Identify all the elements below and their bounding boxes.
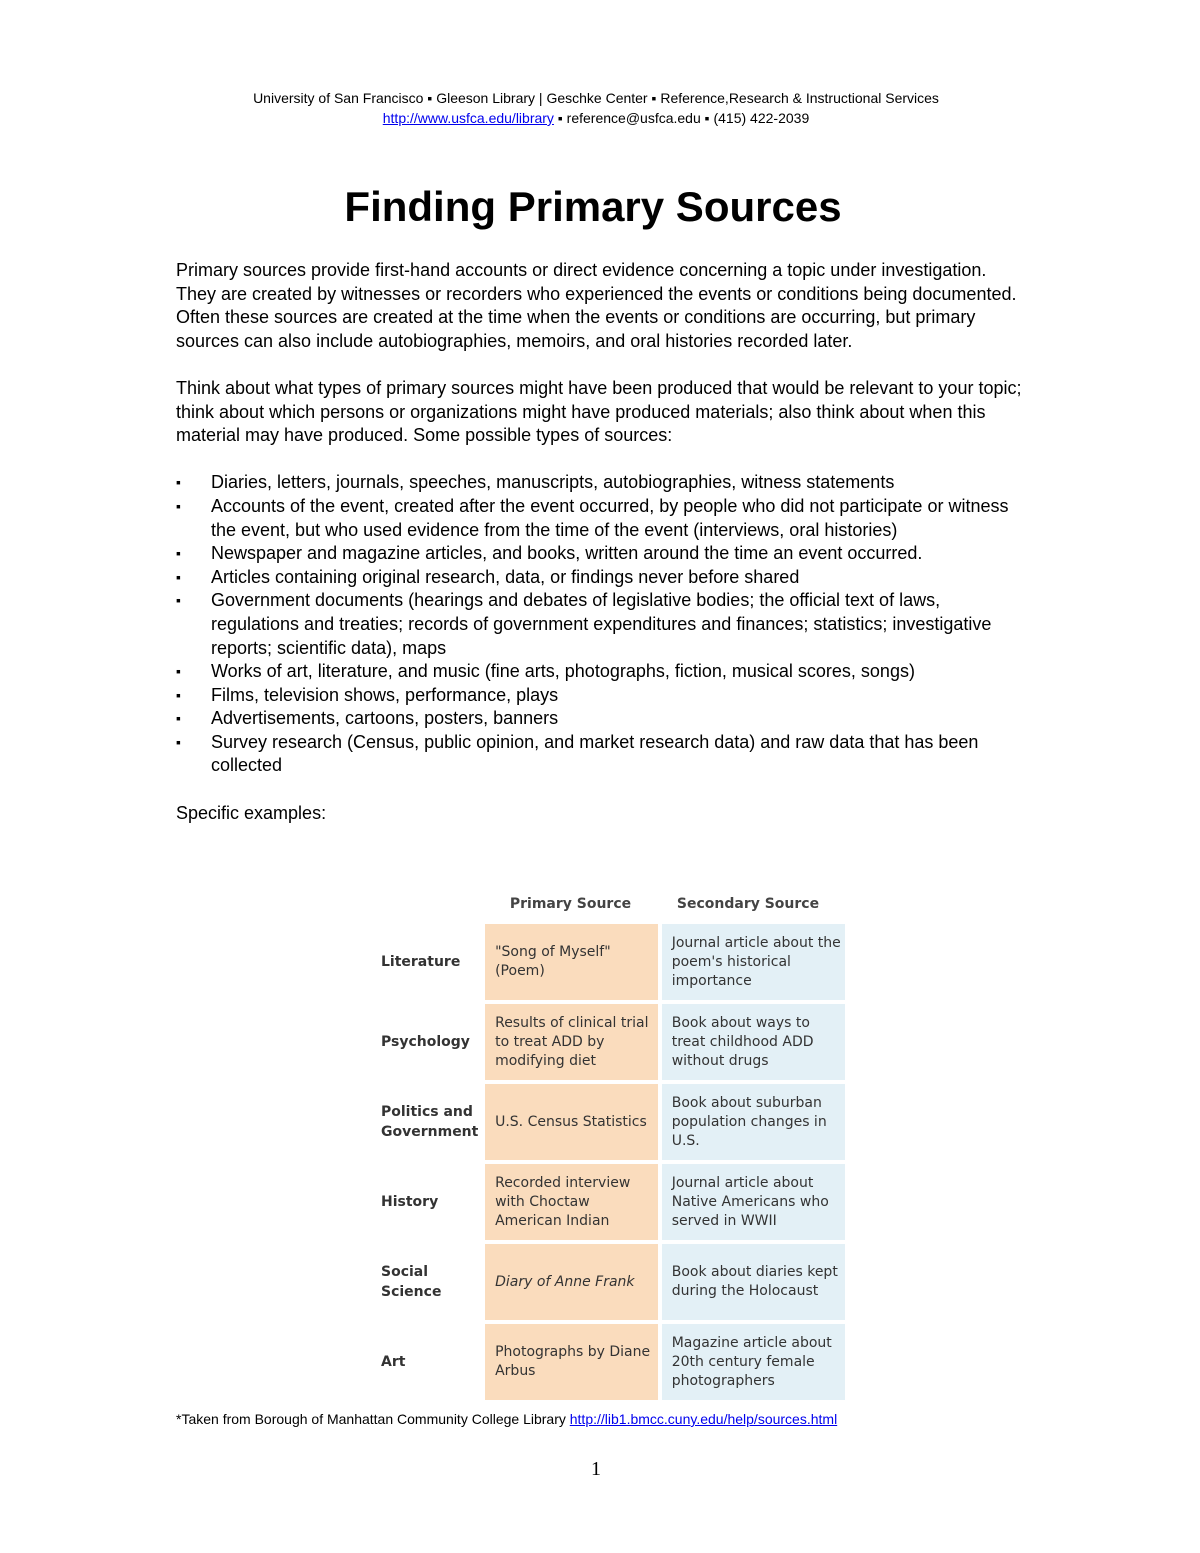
table-row: [373, 1164, 845, 1240]
primary-cell: Photographs by Diane Arbus: [485, 1324, 658, 1400]
list-item: ▪ Films, television shows, performance, plays: [176, 684, 1026, 708]
library-link[interactable]: http://www.usfca.edu/library: [382, 110, 554, 126]
page-title: Finding Primary Sources: [344, 183, 842, 230]
bullet-icon: ▪: [176, 663, 181, 680]
examples-label: Specific examples:: [176, 802, 327, 823]
list-item: ▪ Newspaper and magazine articles, and books, written around the time an event occurred.: [176, 542, 1026, 566]
list-item: ▪ Accounts of the event, created after the event occurred, by people who did not participate or witness the event, but who used evidence from the time of the event (interviews, oral histories): [176, 495, 1009, 540]
list-item: ▪ Works of art, literature, and music (fine arts, photographs, fiction, musical scores, songs): [176, 660, 1026, 684]
primary-cell: "Song of Myself" (Poem): [485, 924, 658, 1000]
bullet-icon: ▪: [176, 545, 181, 562]
table-row: [373, 1004, 845, 1080]
header-contact-line: [0, 108, 1192, 128]
table-row: [373, 1244, 845, 1320]
list-item: ▪ Advertisements, cartoons, posters, banners: [176, 707, 1026, 731]
bullet-icon: ▪: [176, 568, 181, 585]
primary-cell: U.S. Census Statistics: [485, 1084, 658, 1160]
header-contact: ▪ reference@usfca.edu ▪ (415) 422-2039: [553, 110, 810, 126]
primary-cell: Recorded interview with Choctaw American Indian: [485, 1164, 658, 1240]
list-item: ▪ Diaries, letters, journals, speeches, manuscripts, autobiographies, witness statements: [176, 471, 1026, 495]
secondary-cell: Book about ways to treat childhood ADD without drugs: [662, 1004, 845, 1080]
source-types-list: [176, 471, 1026, 778]
footnote-link[interactable]: http://lib1.bmcc.cuny.edu/help/sources.html: [569, 1411, 838, 1427]
primary-cell: Results of clinical trial to treat ADD by modifying diet: [485, 1004, 658, 1080]
list-item: ▪ Survey research (Census, public opinion, and market research data) and raw data that has been collected: [176, 731, 979, 776]
subject-cell: Politics and Government: [381, 1104, 479, 1140]
secondary-cell: Journal article about the poem's historical importance: [662, 924, 845, 1000]
secondary-cell: Magazine article about 20th century female photographers: [662, 1324, 845, 1400]
list-item: ▪ Government documents (hearings and debates of legislative bodies; the official text of laws, regulations and treaties; records of government expenditures and finances; statistics; investigative reports; scientific data), maps: [176, 590, 992, 658]
bullet-icon: ▪: [176, 686, 181, 703]
think-paragraph: Think about what types of primary sources might have been produced that would be relevant to your topic; think about which persons or organizations might have produced materials; also think about when this material may have produced. Some possible types of sources:: [176, 377, 1022, 446]
table-row: [373, 1324, 845, 1400]
secondary-cell: Journal article about Native Americans who served in WWII: [662, 1164, 845, 1240]
primary-cell: Diary of Anne Frank: [485, 1244, 658, 1320]
table-header: [373, 884, 845, 924]
footnote-text: *Taken from Borough of Manhattan Community College Library: [176, 1411, 570, 1427]
footnote: [176, 1409, 837, 1429]
main-content: [176, 259, 1026, 849]
secondary-cell: Book about suburban population changes in U.S.: [662, 1084, 845, 1160]
secondary-cell: Book about diaries kept during the Holocaust: [662, 1244, 845, 1320]
table-row: [373, 1084, 845, 1160]
subject-cell: Literature: [381, 954, 461, 970]
column-header-secondary: Secondary Source: [676, 896, 820, 912]
intro-paragraph: Primary sources provide first-hand accounts or direct evidence concerning a topic under investigation. They are created by witnesses or recorders who experienced the events or conditions being documented. Often these sources are created at the time when the events or conditions are occurring, but primary sources can also include autobiographies, memoirs, and oral histories recorded later.: [176, 260, 1017, 351]
page-number: 1: [591, 1458, 601, 1480]
list-item: ▪ Articles containing original research, data, or findings never before shared: [176, 566, 1026, 590]
table-row: [373, 924, 845, 1000]
column-header-primary: Primary Source: [509, 896, 632, 912]
bullet-icon: ▪: [176, 497, 181, 514]
bullet-icon: ▪: [176, 592, 181, 609]
subject-cell: Social Science: [381, 1264, 442, 1300]
bullet-icon: ▪: [176, 474, 181, 491]
bullet-icon: ▪: [176, 710, 181, 727]
examples-table: [373, 884, 845, 1404]
subject-cell: History: [381, 1194, 439, 1210]
subject-cell: Psychology: [381, 1034, 470, 1050]
bullet-icon: ▪: [176, 733, 181, 750]
subject-cell: Art: [381, 1354, 406, 1370]
header-institution: University of San Francisco ▪ Gleeson Library | Geschke Center ▪ Reference,Research & Instructional Services: [253, 90, 939, 106]
page-header: [0, 88, 1192, 128]
